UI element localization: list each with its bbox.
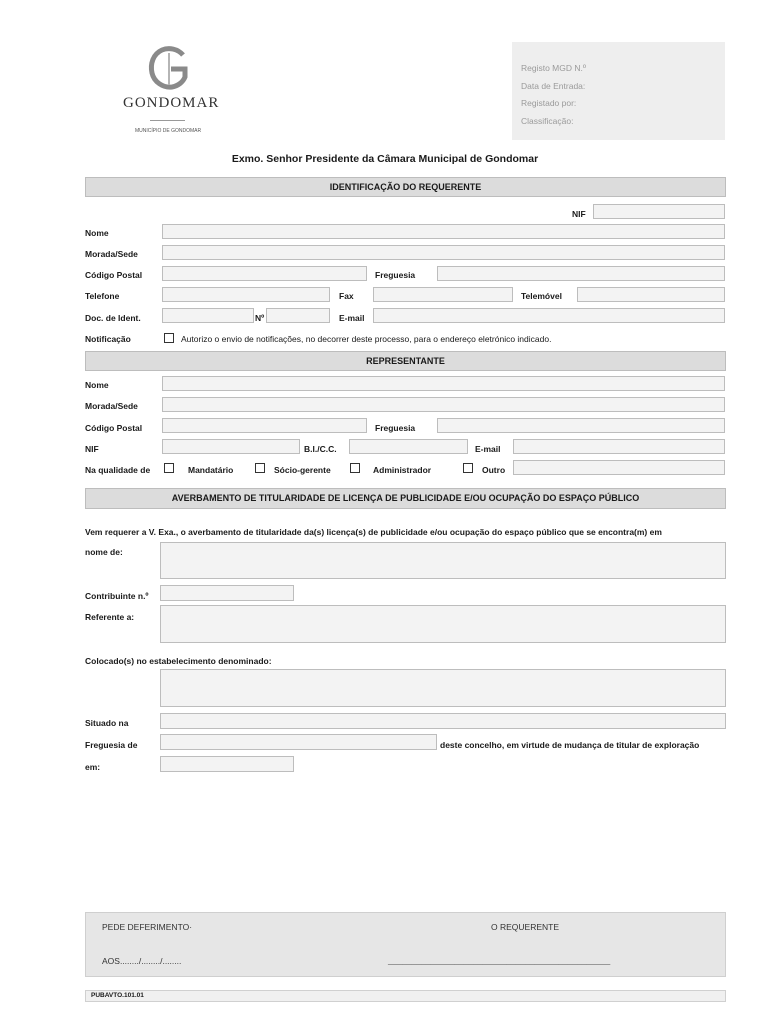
form-code-bar	[85, 990, 726, 1002]
form-code: PUBAVTO.101.01	[91, 992, 144, 999]
requerente-label: O REQUERENTE	[491, 922, 560, 932]
outro-field[interactable]	[513, 460, 725, 475]
salutation: Exmo. Senhor Presidente da Câmara Municipal de Gondomar	[231, 153, 539, 165]
doc-ident-field[interactable]	[162, 308, 254, 323]
classification-label: Classificação:	[521, 116, 574, 126]
nif-label: NIF	[572, 209, 586, 219]
section-averbamento-header: AVERBAMENTO DE TITULARIDADE DE LICENÇA DE PUBLICIDADE E/OU OCUPAÇÃO DO ESPAÇO PÚBLICO	[85, 488, 726, 509]
contribuinte-field[interactable]	[160, 585, 294, 601]
outro-label: Outro	[482, 465, 506, 475]
registry-box	[512, 42, 725, 140]
logo-name: GONDOMAR	[123, 95, 220, 111]
email-field[interactable]	[373, 308, 725, 323]
nif-field[interactable]	[593, 204, 725, 219]
mandatario-label: Mandatário	[188, 465, 234, 475]
freguesia-field[interactable]	[437, 266, 725, 281]
referente-label: Referente a:	[85, 612, 135, 622]
rep-codigo-postal-field[interactable]	[162, 418, 367, 433]
outro-checkbox[interactable]	[463, 463, 473, 473]
nome-field[interactable]	[162, 224, 725, 239]
freguesia-de-field[interactable]	[160, 734, 437, 750]
logo-subtitle: MUNICÍPIO DE GONDOMAR	[135, 128, 202, 134]
numero-field[interactable]	[266, 308, 330, 323]
freguesia-de-label: Freguesia de	[85, 740, 138, 750]
rep-nif-field[interactable]	[162, 439, 300, 454]
telefone-label: Telefone	[85, 291, 120, 301]
rep-morada-label: Morada/Sede	[85, 401, 138, 411]
concelho-text: deste concelho, em virtude de mudança de titular de exploração	[440, 740, 700, 750]
referente-field[interactable]	[160, 605, 726, 643]
socio-gerente-checkbox[interactable]	[255, 463, 265, 473]
nome-label: Nome	[85, 228, 109, 238]
situado-label: Situado na	[85, 718, 129, 728]
telefone-field[interactable]	[162, 287, 330, 302]
pede-deferimento: PEDE DEFERIMENTO·	[102, 922, 193, 932]
rep-codigo-postal-label: Código Postal	[85, 423, 143, 433]
averbamento-intro: Vem requerer a V. Exa., o averbamento de titularidade da(s) licença(s) de publicidade e/ou ocupação do espaço público que se encontra(m) em	[85, 527, 662, 537]
rep-nome-field[interactable]	[162, 376, 725, 391]
codigo-postal-field[interactable]	[162, 266, 367, 281]
mandatario-checkbox[interactable]	[164, 463, 174, 473]
socio-gerente-label: Sócio-gerente	[274, 465, 331, 475]
gondomar-g-icon	[145, 45, 193, 93]
fax-field[interactable]	[373, 287, 513, 302]
rep-nif-label: NIF	[85, 444, 99, 454]
rep-email-label: E-mail	[475, 444, 501, 454]
fax-label: Fax	[339, 291, 354, 301]
registered-by-label: Registado por:	[521, 98, 577, 108]
estabelecimento-field[interactable]	[160, 669, 726, 707]
qualidade-label: Na qualidade de	[85, 465, 151, 475]
nome-de-label: nome de:	[85, 547, 123, 557]
codigo-postal-label: Código Postal	[85, 270, 143, 280]
logo-flourish	[150, 115, 185, 121]
numero-label: Nº	[255, 313, 265, 323]
situado-field[interactable]	[160, 713, 726, 729]
freguesia-label: Freguesia	[375, 270, 416, 280]
doc-ident-label: Doc. de Ident.	[85, 313, 141, 323]
rep-bicc-field[interactable]	[349, 439, 468, 454]
notificacao-label: Notificação	[85, 334, 131, 344]
administrador-label: Administrador	[373, 465, 432, 475]
telemovel-label: Telemóvel	[521, 291, 562, 301]
rep-email-field[interactable]	[513, 439, 725, 454]
section-requerente-header: IDENTIFICAÇÃO DO REQUERENTE	[85, 177, 726, 197]
em-field[interactable]	[160, 756, 294, 772]
rep-nome-label: Nome	[85, 380, 109, 390]
morada-label: Morada/Sede	[85, 249, 138, 259]
notificacao-text: Autorizo o envio de notificações, no decorrer deste processo, para o endereço eletrónico indicado.	[181, 334, 552, 344]
notificacao-checkbox[interactable]	[164, 333, 174, 343]
email-label: E-mail	[339, 313, 365, 323]
administrador-checkbox[interactable]	[350, 463, 360, 473]
aos-date: AOS......../......../........	[102, 956, 182, 966]
rep-morada-field[interactable]	[162, 397, 725, 412]
morada-field[interactable]	[162, 245, 725, 260]
rep-freguesia-label: Freguesia	[375, 423, 416, 433]
rep-freguesia-field[interactable]	[437, 418, 725, 433]
signature-line: _______________________________________________	[388, 955, 611, 965]
contribuinte-label: Contribuinte n.º	[85, 591, 149, 601]
signature-area	[85, 912, 726, 977]
nome-de-field[interactable]	[160, 542, 726, 579]
rep-bicc-label: B.I./C.C.	[304, 444, 337, 454]
municipality-logo	[115, 45, 225, 140]
telemovel-field[interactable]	[577, 287, 725, 302]
em-label: em:	[85, 762, 101, 772]
registry-number-label: Registo MGD N.º	[521, 63, 586, 73]
colocados-label: Colocado(s) no estabelecimento denominado:	[85, 656, 272, 666]
entry-date-label: Data de Entrada:	[521, 81, 586, 91]
section-representante-header: REPRESENTANTE	[85, 351, 726, 371]
